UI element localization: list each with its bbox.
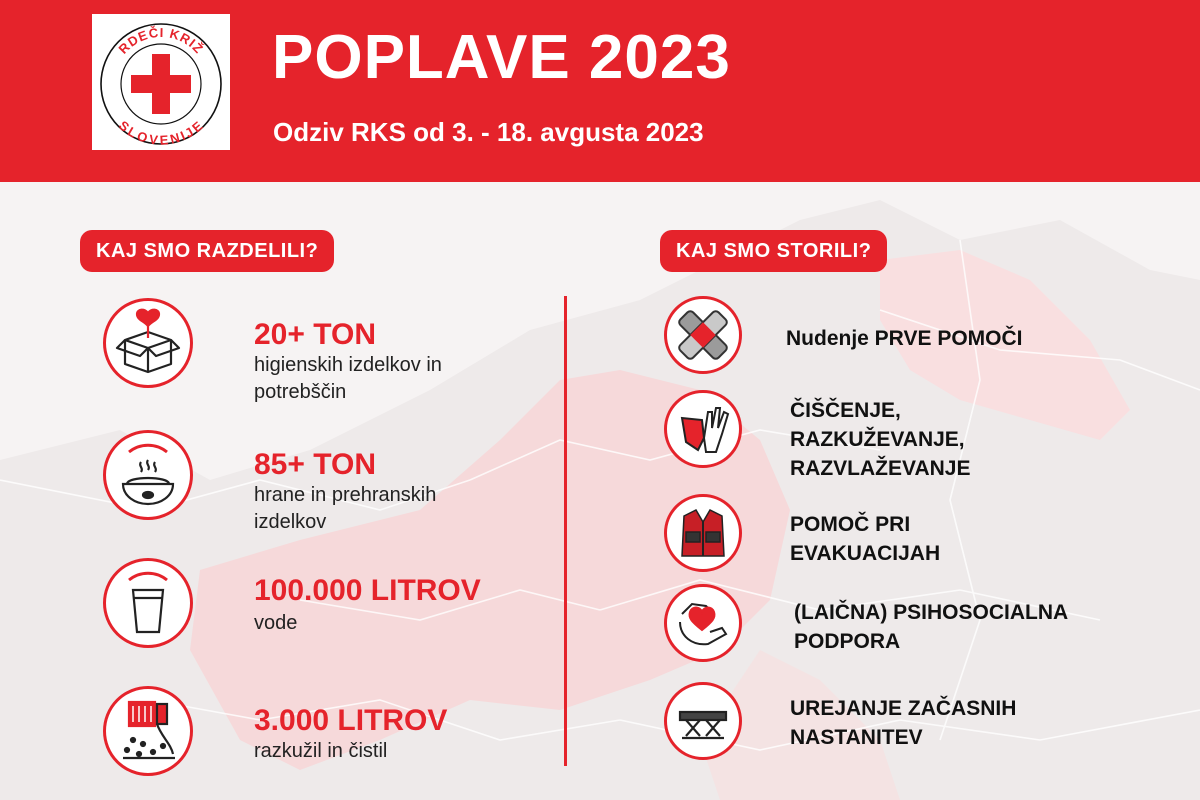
action-evacuation: POMOČ PRI EVAKUACIJAH: [790, 513, 941, 565]
cleaning-bucket-icon: [103, 686, 193, 776]
page-title: POPLAVE 2023: [272, 23, 731, 92]
heading-actions: KAJ SMO STORILI?: [660, 230, 887, 272]
gift-box-icon: [103, 298, 193, 388]
stat-value-food: 85+ TON: [254, 448, 377, 481]
action-psychosocial: (LAIČNA) PSIHOSOCIALNA PODPORA: [794, 601, 1069, 653]
stat-desc-food: hrane in prehranskih izdelkov: [254, 484, 437, 533]
svg-text:SLOVENIJE: SLOVENIJE: [115, 117, 207, 148]
stat-desc-water: vode: [254, 612, 298, 634]
heading-distributed: KAJ SMO RAZDELILI?: [80, 230, 334, 272]
gloves-icon: [664, 390, 742, 468]
cot-icon: [664, 682, 742, 760]
svg-text:RDEČI KRIŽ: RDEČI KRIŽ: [115, 24, 207, 57]
stat-desc-hygiene: higienskih izdelkov in potrebščin: [254, 354, 442, 403]
stat-value-disinfectant: 3.000 LITROV: [254, 704, 448, 737]
header-banner: [0, 0, 1200, 182]
vest-icon: [664, 494, 742, 572]
stat-desc-disinfectant: razkužil in čistil: [254, 740, 388, 762]
column-divider: [564, 296, 567, 766]
action-accommodation: UREJANJE ZAČASNIH NASTANITEV: [790, 697, 1017, 749]
action-first-aid: Nudenje PRVE POMOČI: [786, 327, 1023, 350]
water-glass-icon: [103, 558, 193, 648]
stat-value-water: 100.000 LITROV: [254, 574, 481, 607]
action-cleaning: ČIŠČENJE, RAZKUŽEVANJE, RAZVLAŽEVANJE: [790, 399, 971, 480]
heart-hands-icon: [664, 584, 742, 662]
bandage-icon: [664, 296, 742, 374]
stat-value-hygiene: 20+ TON: [254, 318, 377, 351]
red-cross-logo: [92, 14, 230, 150]
food-bowl-icon: [103, 430, 193, 520]
page-subtitle: Odziv RKS od 3. - 18. avgusta 2023: [273, 117, 704, 147]
